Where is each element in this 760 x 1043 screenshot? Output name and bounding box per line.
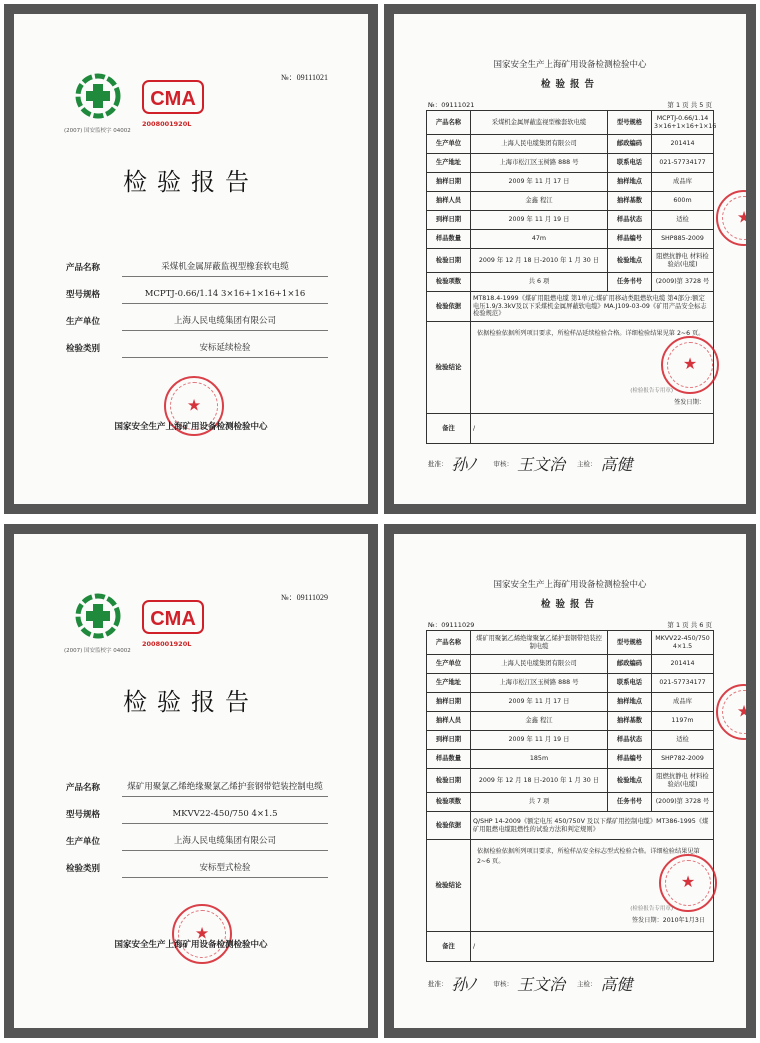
main-signature: 高健	[600, 455, 633, 474]
table-value: MCPTJ-0.66/1.14 3×16+1×16+1×16	[652, 111, 714, 135]
page-header: 国家安全生产上海矿用设备检测检验中心	[493, 580, 647, 590]
stamp-caption: (检验报告专用章)	[630, 388, 673, 395]
page-count: 第 1 页 共 6 页	[667, 621, 712, 629]
table-value: 上海人民电缆集团有限公司	[471, 135, 608, 154]
table-value: 021-57734177	[652, 674, 714, 693]
table-label: 邮政编码	[608, 135, 652, 154]
conclusion-cell	[471, 840, 714, 932]
table-label: 检验日期	[427, 249, 471, 273]
page-title: 检验报告	[540, 599, 599, 610]
table-row	[427, 631, 714, 655]
issue-date: 签发日期：	[674, 399, 705, 407]
cover-title: 检验报告	[123, 168, 259, 196]
page-count: 第 1 页 共 5 页	[667, 101, 712, 109]
table-label: 邮政编码	[608, 655, 652, 674]
main-signature: 高健	[600, 975, 633, 994]
cover-fields	[66, 770, 328, 878]
field-label: 型号规格	[66, 290, 101, 300]
table-label: 检验日期	[427, 769, 471, 793]
field-row	[66, 797, 328, 824]
approve-label: 批准：	[428, 460, 448, 468]
table-label: 抽样人员	[427, 712, 471, 731]
table-row	[427, 292, 714, 322]
cma-logo-icon	[142, 600, 204, 634]
table-label: 样品数量	[427, 750, 471, 769]
table-row	[427, 693, 714, 712]
field-label: 生产单位	[66, 317, 101, 327]
field-row	[66, 331, 328, 358]
table-label: 型号规格	[608, 631, 652, 655]
table-value: 2009 年 11 月 17 日	[471, 173, 608, 192]
field-row	[66, 250, 328, 277]
table-label: 样品状态	[608, 211, 652, 230]
table-label: 样品状态	[608, 731, 652, 750]
cma-code: 2008001920L	[142, 120, 192, 128]
table-row	[427, 249, 714, 273]
page-header: 国家安全生产上海矿用设备检测检验中心	[493, 60, 647, 70]
table-value: 上海市松江区玉树路 888 号	[471, 154, 608, 173]
cover-page-1	[14, 14, 368, 504]
table-label: 抽样日期	[427, 173, 471, 192]
red-seal-icon	[716, 190, 746, 246]
note-text: /	[471, 932, 714, 962]
table-value: 021-57734177	[652, 154, 714, 173]
table-label: 抽样人员	[427, 192, 471, 211]
table-value: (2009)第 3728 号	[652, 273, 714, 292]
field-row	[66, 277, 328, 304]
report-number: №：09111029	[280, 593, 328, 602]
detail-page-2	[394, 534, 746, 1028]
detail-page-frame-1	[384, 4, 756, 514]
table-value: 2009 年 12 月 18 日-2010 年 1 月 30 日	[471, 769, 608, 793]
table-value: MKVV22-450/750 4×1.5	[652, 631, 714, 655]
table-label: 任务书号	[608, 273, 652, 292]
issuing-center: 国家安全生产上海矿用设备检测检验中心	[114, 940, 268, 950]
table-row	[427, 731, 714, 750]
table-value: (2009)第 3728 号	[652, 793, 714, 812]
field-label: 生产单位	[66, 837, 101, 847]
table-value: 共 6 项	[471, 273, 608, 292]
table-row	[427, 230, 714, 249]
field-row	[66, 851, 328, 878]
table-value: 成品库	[652, 693, 714, 712]
review-label: 审核：	[493, 460, 514, 468]
table-label: 检验地点	[608, 249, 652, 273]
field-label: 产品名称	[66, 263, 101, 273]
table-label: 任务书号	[608, 793, 652, 812]
table-value: 成品库	[652, 173, 714, 192]
table-value: 2009 年 12 月 18 日-2010 年 1 月 30 日	[471, 249, 608, 273]
table-label: 到样日期	[427, 211, 471, 230]
page-title: 检验报告	[540, 79, 599, 90]
field-value: 安标延续检验	[122, 341, 328, 358]
table-label: 备注	[427, 932, 471, 962]
table-value: 185m	[471, 750, 608, 769]
table-label: 抽样基数	[608, 192, 652, 211]
report-number: №：09111029	[428, 621, 475, 629]
table-label: 样品数量	[427, 230, 471, 249]
conclusion-text: 依据检验依据所列项目要求，所检样品安全标志型式检验合格。详细检验结果见第 2~6 页。	[477, 848, 700, 865]
logo-caption: (2007) 国安监校字 04002	[64, 128, 131, 134]
table-row	[427, 750, 714, 769]
table-value: SHP782-2009	[652, 750, 714, 769]
table-value: 47m	[471, 230, 608, 249]
field-row	[66, 304, 328, 331]
cma-text: CMA	[150, 608, 196, 630]
table-label: 样品编号	[608, 230, 652, 249]
safety-cross-logo-icon	[74, 592, 122, 640]
review-signature: 王文治	[517, 975, 566, 994]
report-number: №：09111021	[280, 73, 328, 82]
table-value: 阻燃抗静电 材料检验站(电缆)	[652, 249, 714, 273]
red-seal-icon	[659, 854, 717, 912]
table-value: 适检	[652, 211, 714, 230]
table-value: 201414	[652, 135, 714, 154]
table-row	[427, 655, 714, 674]
table-value: 金鑫 程江	[471, 712, 608, 731]
cover-page-frame-2	[4, 524, 378, 1038]
table-row	[427, 414, 714, 444]
table-value: 采煤机金属屏蔽监视型橡套软电缆	[471, 111, 608, 135]
table-label: 到样日期	[427, 731, 471, 750]
review-signature: 王文治	[517, 455, 566, 474]
field-value: MCPTJ-0.66/1.14 3×16+1×16+1×16	[122, 289, 328, 304]
table-row	[427, 192, 714, 211]
table-label: 抽样地点	[608, 693, 652, 712]
field-label: 检验类别	[66, 864, 101, 874]
red-seal-icon	[661, 336, 719, 394]
info-table	[426, 630, 714, 962]
table-row	[427, 712, 714, 731]
stamp-caption: (检验报告专用章)	[630, 906, 673, 913]
field-label: 产品名称	[66, 783, 101, 793]
table-row	[427, 812, 714, 840]
table-label: 抽样基数	[608, 712, 652, 731]
table-label: 生产单位	[427, 655, 471, 674]
field-value: 煤矿用聚氯乙烯绝缘聚氯乙烯护套钢带铠装控制电缆	[122, 780, 328, 797]
table-value: 适检	[652, 731, 714, 750]
table-label: 生产地址	[427, 154, 471, 173]
field-row	[66, 824, 328, 851]
field-value: 上海人民电缆集团有限公司	[122, 314, 328, 331]
table-value: SHP885-2009	[652, 230, 714, 249]
table-row	[427, 674, 714, 693]
table-row	[427, 211, 714, 230]
red-seal-icon	[716, 684, 746, 740]
cover-title: 检验报告	[123, 688, 259, 716]
table-row	[427, 173, 714, 192]
safety-cross-logo-icon	[74, 72, 122, 120]
basis-text: Q/SHP 14-2009《额定电压 450/750V 及以下煤矿用控制电缆》MT386-1995《煤矿用阻燃电缆阻燃性的试验方法和判定规则》	[471, 812, 714, 840]
logo-caption: (2007) 国安监校字 04002	[64, 648, 131, 654]
table-row	[427, 273, 714, 292]
note-text: /	[471, 414, 714, 444]
info-table	[426, 110, 717, 444]
field-row	[66, 770, 328, 797]
table-label: 备注	[427, 414, 471, 444]
table-label: 检验项数	[427, 793, 471, 812]
field-label: 检验类别	[66, 344, 101, 354]
basis-text: MT818.4-1999《煤矿用阻燃电缆 第1单元:煤矿用移动类阻燃软电缆 第4部分:额定电压1.9/3.3kV及以下采煤机金属屏蔽软电缆》MA.J109-03-09《矿用产品安全标志检验规范》	[471, 292, 714, 322]
table-value: 201414	[652, 655, 714, 674]
field-value: 采煤机金属屏蔽监视型橡套软电缆	[122, 260, 328, 277]
approve-signature: 孙ﾉ	[451, 975, 476, 994]
table-row	[427, 769, 714, 793]
table-value: 煤矿用聚氯乙烯绝缘聚氯乙烯护套钢带铠装控制电缆	[471, 631, 608, 655]
table-row	[427, 932, 714, 962]
field-label: 型号规格	[66, 810, 101, 820]
signature-row	[428, 972, 633, 995]
table-label: 联系电话	[608, 674, 652, 693]
table-value: 共 7 项	[471, 793, 608, 812]
field-value: 上海人民电缆集团有限公司	[122, 834, 328, 851]
cma-text: CMA	[150, 88, 196, 110]
table-label: 型号规格	[608, 111, 652, 135]
cover-fields	[66, 250, 328, 358]
table-label: 检验项数	[427, 273, 471, 292]
table-value: 1197m	[652, 712, 714, 731]
issue-date: 签发日期：2010年1月3日	[631, 917, 705, 925]
approve-signature: 孙ﾉ	[451, 455, 476, 474]
table-value: 2009 年 11 月 17 日	[471, 693, 608, 712]
table-value: 600m	[652, 192, 714, 211]
table-label: 抽样日期	[427, 693, 471, 712]
cover-page-frame-1	[4, 4, 378, 514]
table-label: 产品名称	[427, 631, 471, 655]
main-label: 主检：	[577, 460, 597, 468]
table-row	[427, 793, 714, 812]
cover-page-2	[14, 534, 368, 1028]
review-label: 审核：	[493, 980, 514, 988]
table-label: 检验地点	[608, 769, 652, 793]
table-label: 样品编号	[608, 750, 652, 769]
detail-page-1	[394, 14, 746, 504]
signature-row	[428, 452, 633, 475]
report-number: №：09111021	[428, 101, 475, 109]
field-value: MKVV22-450/750 4×1.5	[122, 809, 328, 824]
table-row	[427, 322, 714, 414]
table-value: 金鑫 程江	[471, 192, 608, 211]
table-row	[427, 154, 714, 173]
table-label: 联系电话	[608, 154, 652, 173]
table-label: 检验依据	[427, 812, 471, 840]
table-value: 上海市松江区玉树路 888 号	[471, 674, 608, 693]
conclusion-label: 检验结论	[427, 322, 471, 414]
table-label: 检验依据	[427, 292, 471, 322]
table-value: 2009 年 11 月 19 日	[471, 211, 608, 230]
detail-page-frame-2	[384, 524, 756, 1038]
cma-logo-icon	[142, 80, 204, 114]
approve-label: 批准：	[428, 980, 448, 988]
main-label: 主检：	[577, 980, 597, 988]
table-value: 阻燃抗静电 材料检验站(电缆)	[652, 769, 714, 793]
conclusion-label: 检验结论	[427, 840, 471, 932]
table-label: 产品名称	[427, 111, 471, 135]
table-label: 生产地址	[427, 674, 471, 693]
table-row	[427, 840, 714, 932]
field-value: 安标型式检验	[122, 861, 328, 878]
conclusion-text: 依据检验依据所列项目要求，所检样品延续检验合格。详细检验结果见第 2~6 页。	[477, 330, 705, 337]
table-row	[427, 111, 714, 135]
conclusion-cell	[471, 322, 714, 414]
issuing-center: 国家安全生产上海矿用设备检测检验中心	[114, 422, 268, 432]
cma-code: 2008001920L	[142, 640, 192, 648]
red-seal-icon	[172, 904, 232, 964]
table-value: 2009 年 11 月 19 日	[471, 731, 608, 750]
table-label: 抽样地点	[608, 173, 652, 192]
table-value: 上海人民电缆集团有限公司	[471, 655, 608, 674]
table-label: 生产单位	[427, 135, 471, 154]
table-row	[427, 135, 714, 154]
